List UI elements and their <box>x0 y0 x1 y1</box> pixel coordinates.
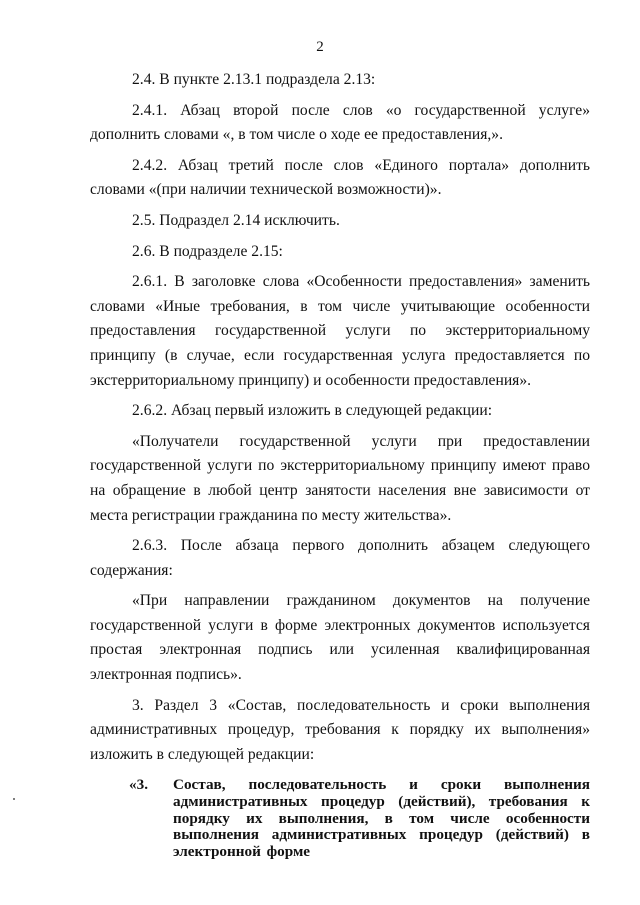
paragraph-2-5: 2.5. Подраздел 2.14 исключить. <box>132 211 340 229</box>
paragraph-2-6-1: 2.6.1. В заголовке слова «Особенности предоставления» заменить словами «Иные требования, в том числе учитывающие особенности предоставления государственной услуги по экстерриториальному принципу (в случае, если государственная услуга предоставляется по экстерриториальному принципу) и особенности предоставления». <box>90 273 590 389</box>
margin-mark <box>13 798 15 800</box>
paragraph-quote-2: «При направлении гражданином документов на получение государственной услуги в форме электронных документов используется простая электронная подпись или усиленная квалифицированная электронная подпись». <box>90 592 590 684</box>
page-number: 2 <box>316 39 324 55</box>
paragraph-2-4-1: 2.4.1. Абзац второй после слов «о государственной услуге» дополнить словами «, в том числе о ходе ее предоставления,». <box>90 101 590 144</box>
paragraph-quote-1: «Получатели государственной услуги при предоставлении государственной услуги по экстерриториальному принципу имеют право на обращение в любой центр занятости населения вне зависимости от места регистрации гражданина по месту жительства». <box>90 432 590 524</box>
section-heading-text: Состав, последовательность и сроки выполнения административных процедур (действий), требования к порядку их выполнения, в том числе особенности выполнения административных процедур (действий) в электронной форме <box>173 776 590 860</box>
paragraph-3: 3. Раздел 3 «Состав, последовательность и сроки выполнения административных процедур, требования к порядку их выполнения» изложить в следующей редакции: <box>90 696 590 763</box>
paragraph-2-6-2: 2.6.2. Абзац первый изложить в следующей редакции: <box>132 402 493 420</box>
section-heading <box>90 777 590 860</box>
paragraph-2-4-2: 2.4.2. Абзац третий после слов «Единого портала» дополнить словами «(при наличии технической возможности)». <box>90 156 590 199</box>
paragraph-2-6-3: 2.6.3. После абзаца первого дополнить абзацем следующего содержания: <box>90 537 590 579</box>
paragraph-2-4: 2.4. В пункте 2.13.1 подраздела 2.13: <box>132 71 376 88</box>
section-heading-number: «3. <box>129 776 148 794</box>
paragraph-2-6: 2.6. В подразделе 2.15: <box>132 242 283 260</box>
document-body <box>90 68 590 860</box>
